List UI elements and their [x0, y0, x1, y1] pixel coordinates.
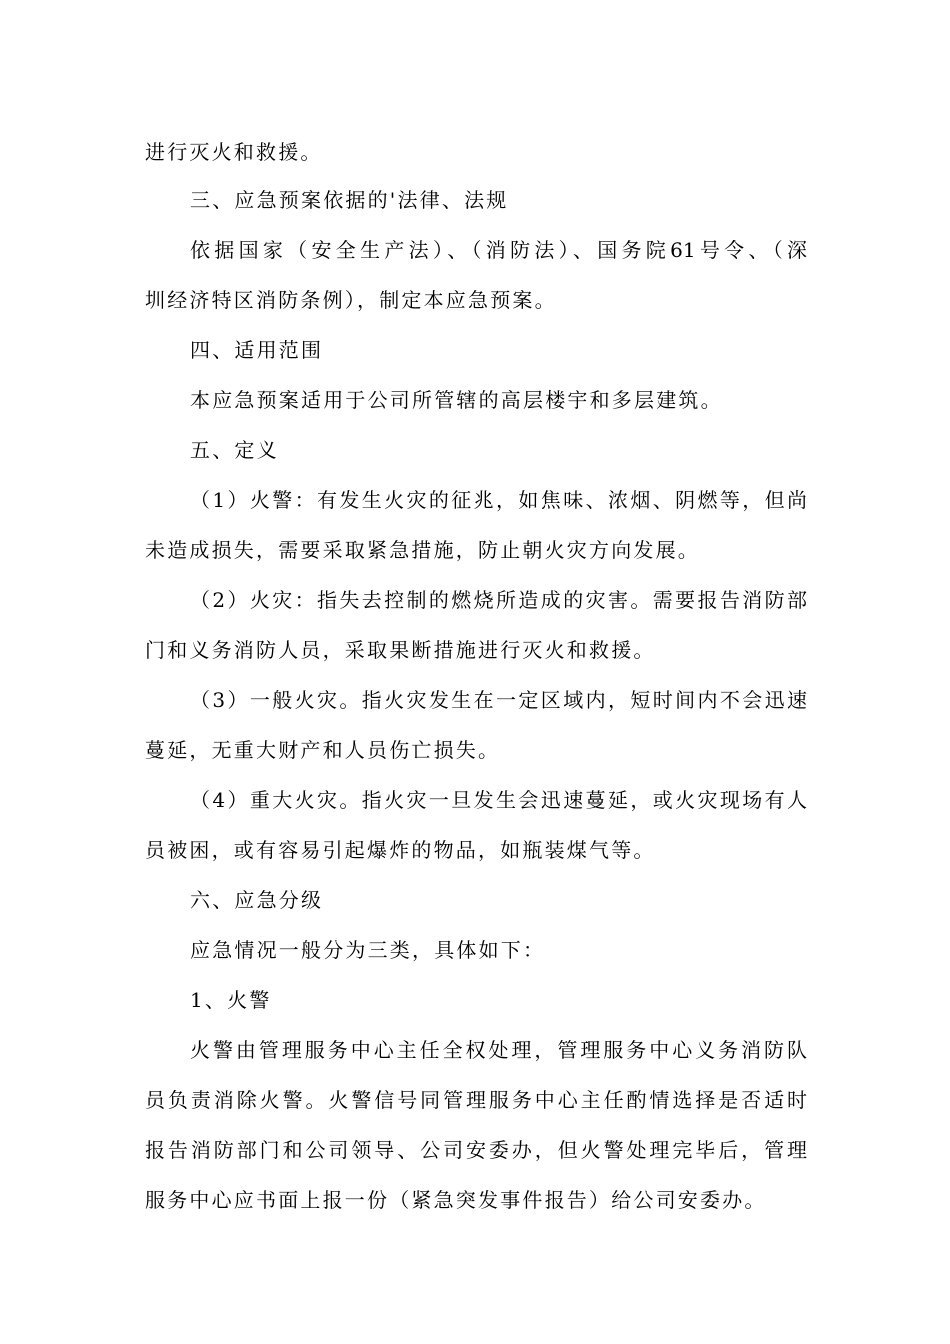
paragraph-line: 应急情况一般分为三类，具体如下：	[190, 938, 546, 962]
paragraph-line: 本应急预案适用于公司所管辖的高层楼宇和多层建筑。	[190, 388, 723, 412]
paragraph-line: 火警由管理服务中心主任全权处理，管理服务中心义务消防队	[190, 1038, 807, 1062]
paragraph-line: 进行灭火和救援。	[145, 140, 323, 164]
section-heading-levels: 六、应急分级	[190, 888, 324, 912]
section-heading-scope: 四、适用范围	[190, 338, 324, 362]
paragraph-line: （1）火警：有发生火灾的征兆，如焦味、浓烟、阴燃等，但尚	[190, 488, 807, 512]
paragraph-line: （2）火灾：指失去控制的燃烧所造成的灾害。需要报告消防部	[190, 588, 807, 612]
paragraph-line: 圳经济特区消防条例），制定本应急预案。	[145, 288, 557, 312]
paragraph-line: 服务中心应书面上报一份（紧急突发事件报告）给公司安委办。	[145, 1188, 767, 1212]
paragraph-line: 依据国家（安全生产法）、（消防法）、国务院61号令、（深	[190, 238, 807, 262]
paragraph-line: 报告消防部门和公司领导、公司安委办，但火警处理完毕后，管理	[145, 1138, 807, 1162]
section-heading-definitions: 五、定义	[190, 438, 279, 462]
paragraph-line: 员被困，或有容易引起爆炸的物品，如瓶装煤气等。	[145, 838, 656, 862]
subsection-heading-fire-alarm: 1、火警	[190, 988, 272, 1012]
paragraph-line: 门和义务消防人员，采取果断措施进行灭火和救援。	[145, 638, 656, 662]
paragraph-line: （4）重大火灾。指火灾一旦发生会迅速蔓延，或火灾现场有人	[190, 788, 807, 812]
paragraph-line: 员负责消除火警。火警信号同管理服务中心主任酌情选择是否适时	[145, 1088, 807, 1112]
section-heading-basis: 三、应急预案依据的'法律、法规	[190, 188, 509, 212]
paragraph-line: 蔓延，无重大财产和人员伤亡损失。	[145, 738, 501, 762]
paragraph-line: 未造成损失，需要采取紧急措施，防止朝火灾方向发展。	[145, 538, 700, 562]
paragraph-line: （3）一般火灾。指火灾发生在一定区域内，短时间内不会迅速	[190, 688, 807, 712]
